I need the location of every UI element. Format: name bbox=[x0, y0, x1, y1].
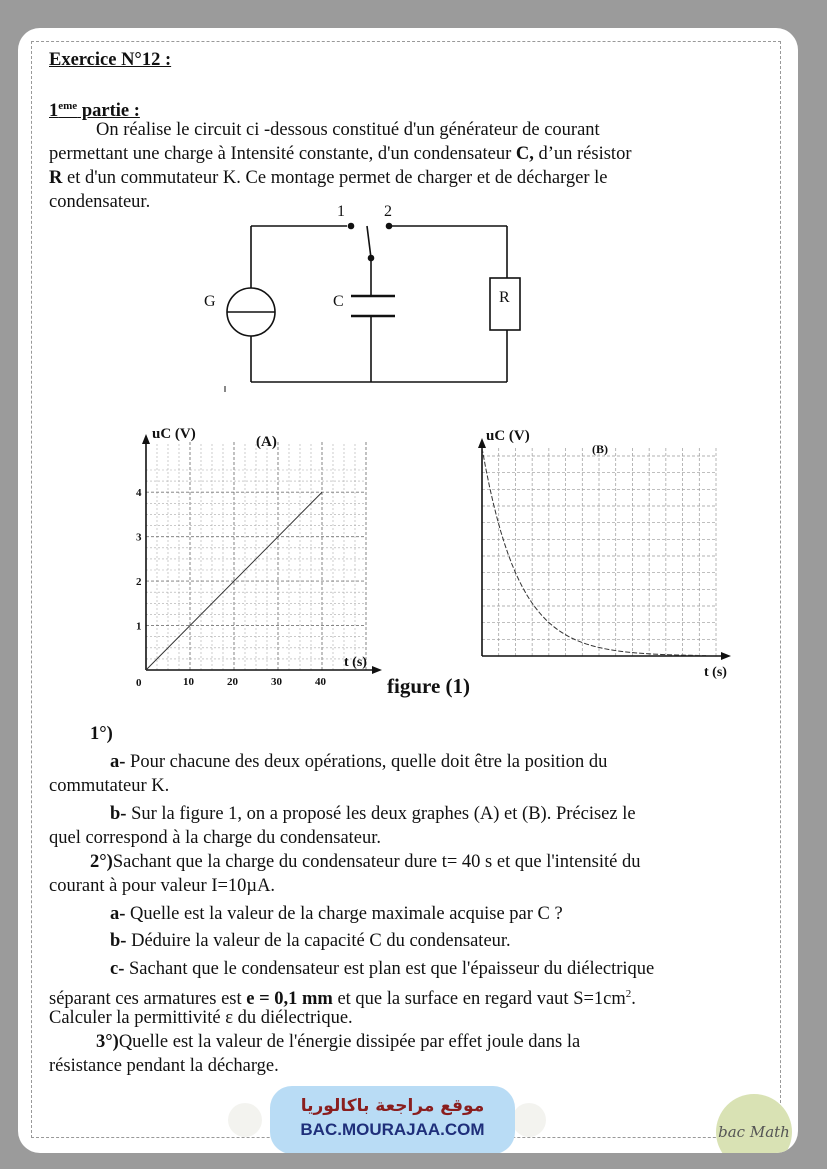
graph-b bbox=[474, 426, 744, 696]
part-label: partie : bbox=[77, 101, 140, 122]
bacmath-logo: bac Math bbox=[716, 1094, 792, 1153]
q2c-l2d: . bbox=[631, 989, 636, 1010]
q2a-line bbox=[110, 902, 563, 926]
graph-a-ytick: 1 bbox=[136, 620, 142, 633]
intro-line-1: On réalise le circuit ci -dessous constitué d'un générateur de courant bbox=[96, 120, 600, 140]
generator-label: G bbox=[204, 293, 216, 310]
graph-a-y-arrow bbox=[142, 434, 150, 444]
terminal-2-dot bbox=[386, 223, 393, 230]
graph-a-ylabel: uC (V) bbox=[152, 426, 196, 442]
q2-number: 2°) bbox=[90, 852, 113, 872]
graph-a-title: (A) bbox=[256, 434, 277, 450]
graph-b-ylabel: uC (V) bbox=[486, 428, 530, 444]
part-number: 1 bbox=[49, 101, 59, 122]
q2c-text: Sachant que le condensateur est plan est que l'épaisseur du diélectrique bbox=[124, 959, 655, 979]
q1a-letter: a- bbox=[110, 752, 126, 772]
q1-number: 1°) bbox=[90, 724, 113, 744]
graph-a-xtick: 10 bbox=[183, 676, 194, 688]
q2c-l2c: et que la surface en regard vaut S=1cm bbox=[332, 989, 626, 1010]
q2-line-1 bbox=[90, 850, 640, 874]
banner-site-link[interactable]: BAC.MOURAJAA.COM bbox=[300, 1120, 485, 1139]
site-banner[interactable] bbox=[270, 1086, 515, 1153]
q2c-line-3: Calculer la permittivité ε du diélectrique. bbox=[49, 1008, 353, 1028]
q2a-letter: a- bbox=[110, 904, 126, 924]
q3-line-2: résistance pendant la décharge. bbox=[49, 1056, 279, 1076]
q1b-letter: b- bbox=[110, 804, 127, 824]
graph-a-grid bbox=[146, 442, 366, 670]
graph-a-xlabel: t (s) bbox=[344, 655, 367, 670]
right-logo-icon bbox=[512, 1103, 546, 1137]
intro-l2b: C, bbox=[515, 144, 534, 164]
q3-number: 3°) bbox=[96, 1032, 119, 1052]
graph-a-ytick: 3 bbox=[136, 531, 142, 544]
intro-l3a: R bbox=[49, 168, 63, 188]
q2c-l2sup: 2 bbox=[625, 988, 632, 1000]
document-page bbox=[18, 28, 798, 1153]
banner-arabic-text: موقع مراجعة باكالوريا bbox=[300, 1096, 485, 1116]
q1a-line-2: commutateur K. bbox=[49, 776, 170, 796]
q2b-line bbox=[110, 929, 511, 953]
q2c-l2a: séparant ces armatures est bbox=[49, 989, 247, 1010]
terminal-1-label: 1 bbox=[337, 203, 345, 220]
graph-a bbox=[126, 420, 386, 700]
q2c-line-1 bbox=[110, 957, 654, 981]
q2c-letter: c- bbox=[110, 959, 125, 979]
graph-a-x-arrow bbox=[372, 666, 382, 674]
q1b-line-1 bbox=[110, 802, 636, 826]
q1a-text: Pour chacune des deux opérations, quelle doit être la position du bbox=[125, 752, 608, 772]
graph-a-ytick: 4 bbox=[136, 487, 142, 500]
intro-l2c: d’un résistor bbox=[533, 144, 632, 164]
q2c-l2b: e = 0,1 mm bbox=[246, 989, 333, 1010]
q1a-line-1 bbox=[110, 750, 607, 774]
terminal-1-dot bbox=[348, 223, 355, 230]
intro-l3b: et d'un commutateur K. Ce montage permet de charger et de décharger le bbox=[62, 168, 608, 188]
graph-a-xtick: 20 bbox=[227, 676, 238, 688]
graph-b-grid bbox=[482, 448, 716, 656]
q2-line-2: courant à pour valeur I=10µA. bbox=[49, 876, 276, 896]
left-logo-icon bbox=[228, 1103, 262, 1137]
exercise-title: Exercice N°12 : bbox=[49, 50, 172, 70]
resistor-label: R bbox=[499, 289, 510, 306]
q2b-text: Déduire la valeur de la capacité C du condensateur. bbox=[126, 931, 511, 951]
graph-b-title: (B) bbox=[592, 442, 608, 456]
capacitor-label: C bbox=[333, 293, 344, 310]
q1b-line-2: quel correspond à la charge du condensateur. bbox=[49, 828, 382, 848]
q3-line-1 bbox=[96, 1030, 580, 1054]
graph-b-xlabel: t (s) bbox=[704, 665, 727, 680]
graph-a-xtick: 30 bbox=[271, 676, 282, 688]
graph-b-x-arrow bbox=[721, 652, 731, 660]
circuit-diagram bbox=[18, 28, 798, 428]
part-sup: eme bbox=[58, 100, 78, 112]
intro-l2a: permettant une charge à Intensité constante, d'un condensateur bbox=[49, 144, 516, 164]
graph-b-y-arrow bbox=[478, 438, 486, 448]
figure-caption: figure (1) bbox=[387, 674, 471, 698]
q2b-letter: b- bbox=[110, 931, 127, 951]
graph-a-ticks bbox=[136, 487, 327, 688]
terminal-2-label: 2 bbox=[384, 203, 392, 220]
q3-text: Quelle est la valeur de l'énergie dissipée par effet joule dans la bbox=[118, 1032, 581, 1052]
commutator-blade bbox=[367, 226, 371, 258]
q1b-text: Sur la figure 1, on a proposé les deux graphes (A) et (B). Précisez le bbox=[126, 804, 636, 824]
q2a-text: Quelle est la valeur de la charge maximale acquise par C ? bbox=[125, 904, 563, 924]
graph-a-ytick: 2 bbox=[136, 576, 142, 589]
graph-a-origin: 0 bbox=[136, 677, 142, 689]
graph-a-xtick: 40 bbox=[315, 676, 326, 688]
intro-line-4: condensateur. bbox=[49, 192, 151, 212]
q2-text: Sachant que la charge du condensateur dure t= 40 s et que l'intensité du bbox=[112, 852, 641, 872]
commutator-pivot-dot bbox=[368, 255, 375, 262]
